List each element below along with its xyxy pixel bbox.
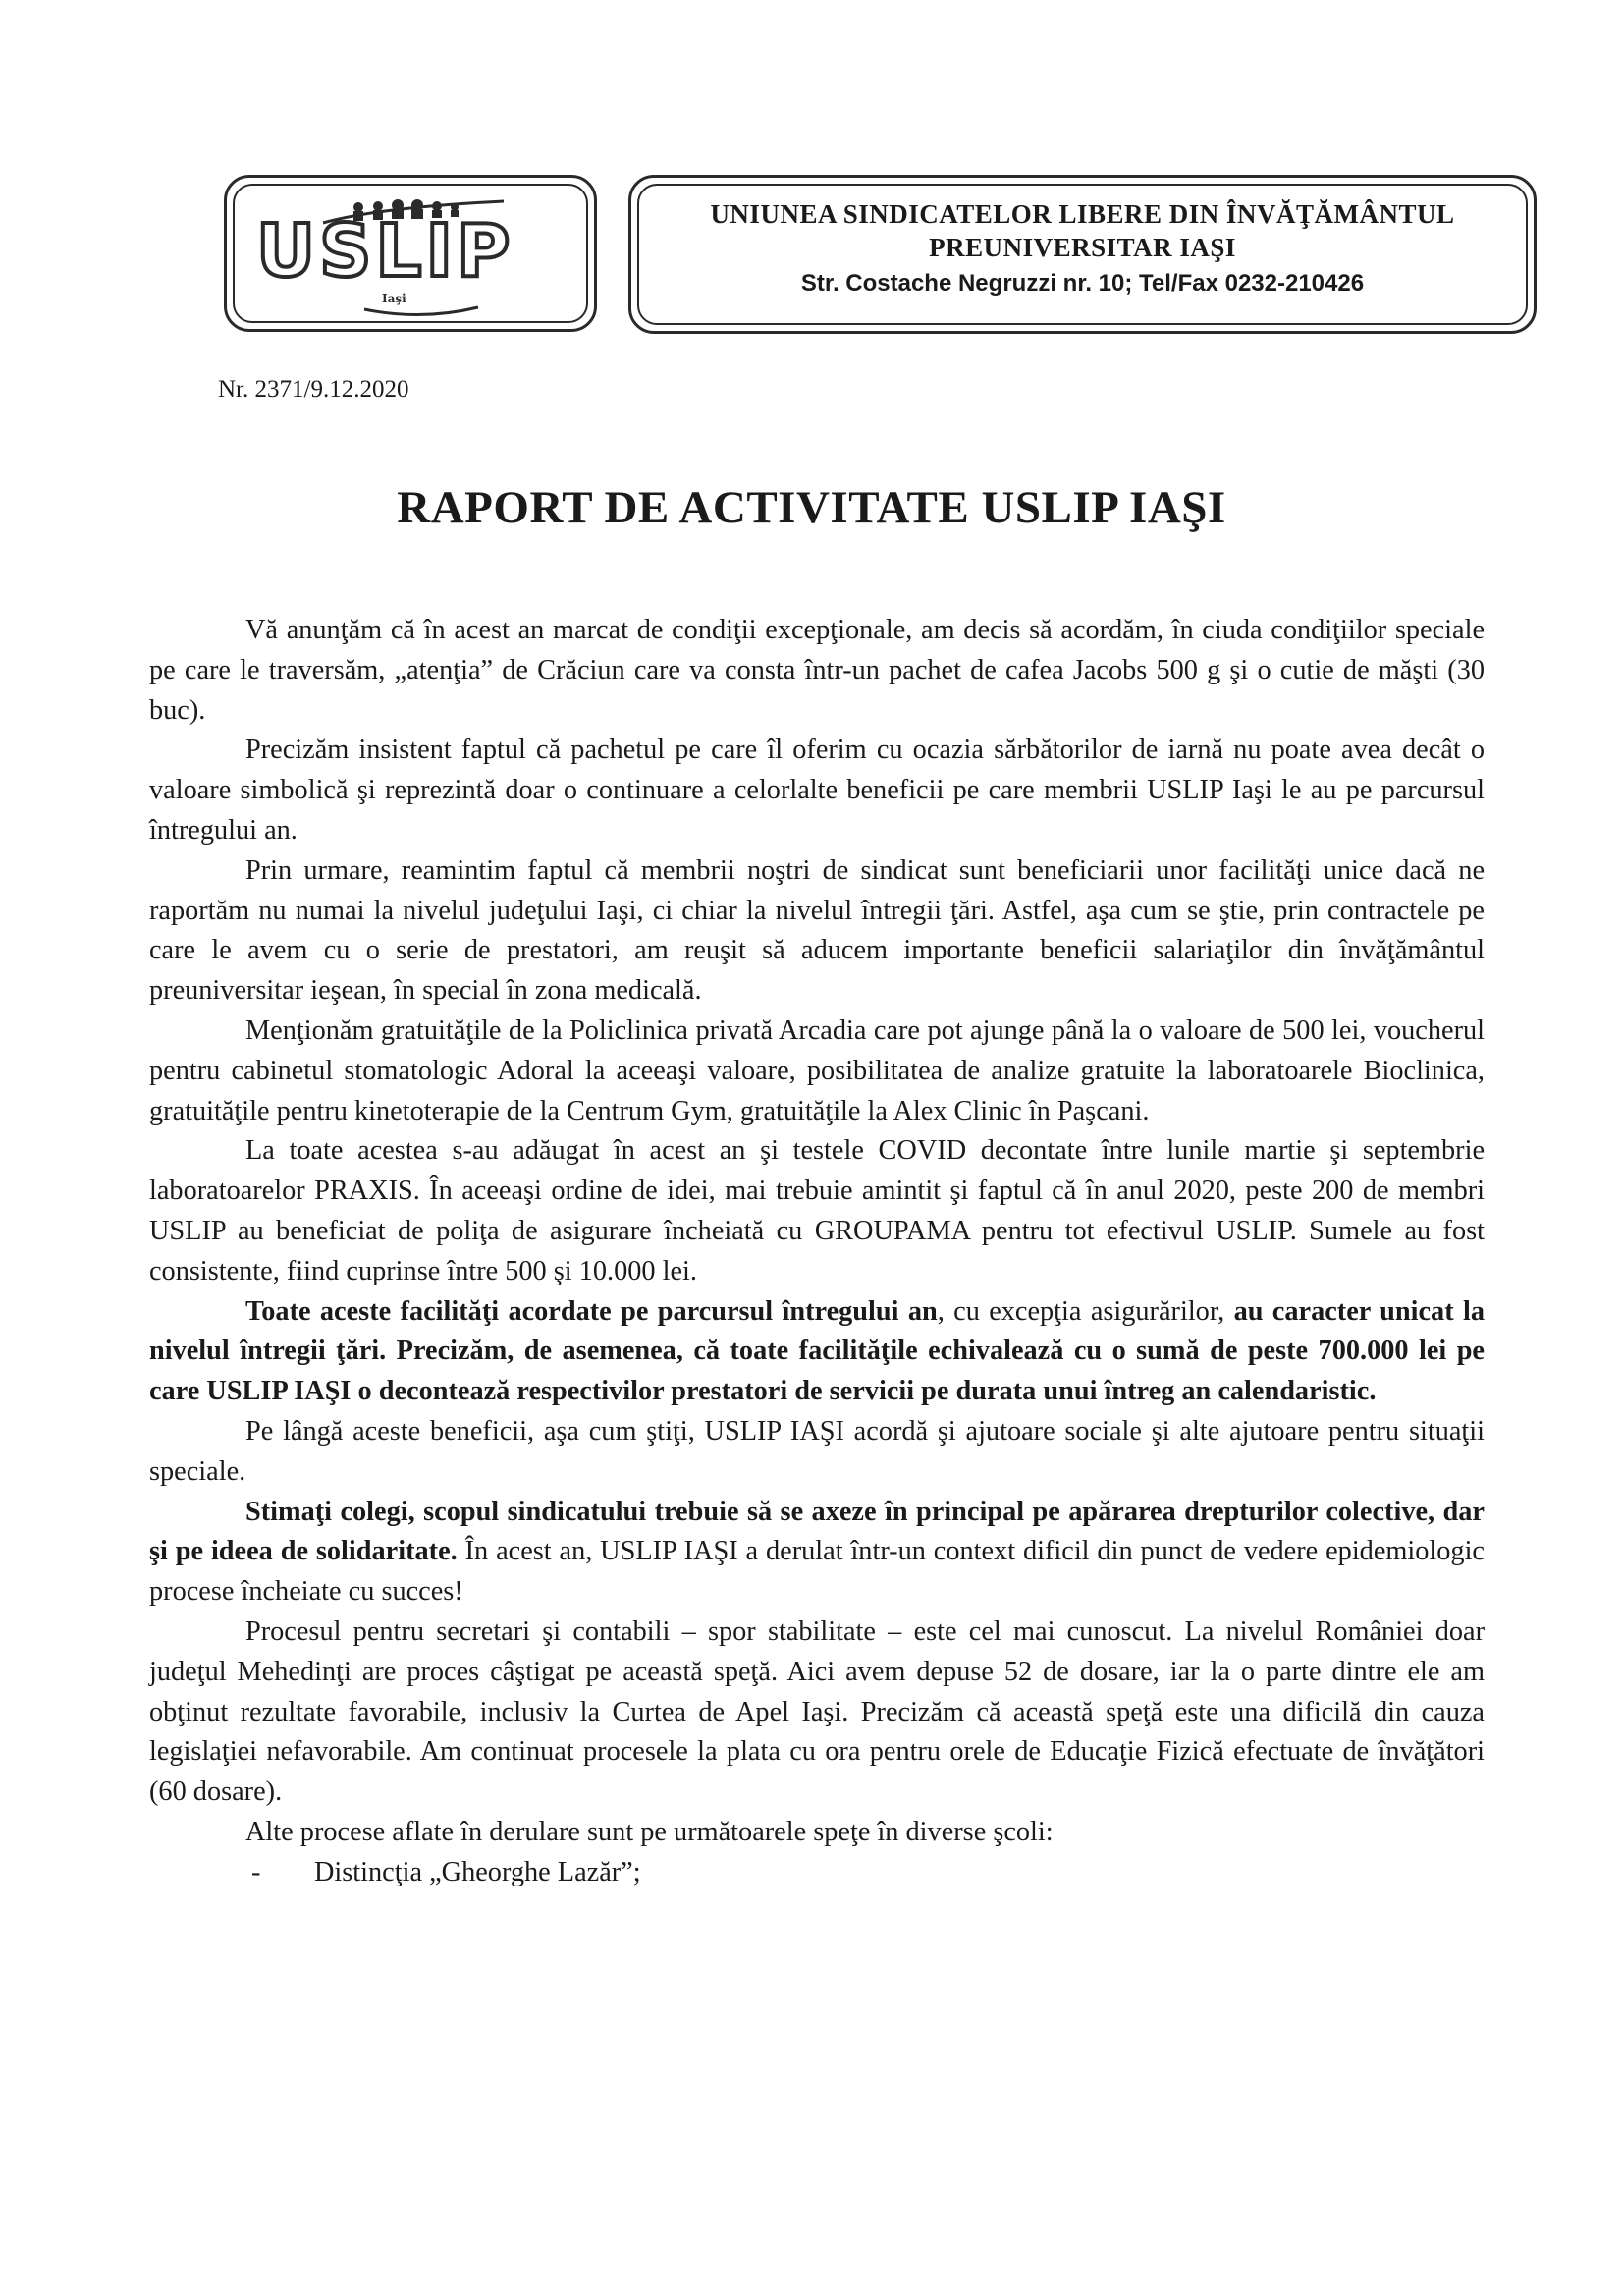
document-title: RAPORT DE ACTIVITATE USLIP IAŞI [397, 482, 1226, 533]
document-number: Nr. 2371/9.12.2020 [218, 376, 409, 403]
paragraph: Alte procese aflate în derulare sunt pe următoarele speţe în diverse şcoli: [245, 1816, 1054, 1847]
paragraph-text: , cu excepţia asigurărilor, [937, 1295, 1234, 1327]
org-name-line1: UNIUNEA SINDICATELOR LIBERE DIN ÎNVĂŢĂMÂNTUL [710, 199, 1455, 229]
logo-figures-icon [321, 197, 508, 227]
document-body [149, 611, 1485, 1893]
paragraph [149, 1493, 1485, 1613]
bold-text: Toate aceste facilităţi acordate pe parcursul întregului an [245, 1295, 938, 1327]
paragraph: Prin urmare, reamintim faptul că membrii noştri de sindicat sunt beneficiarii unor facilităţi unice dacă ne raportăm nu numai la nivelul judeţului Iaşi, ci chiar la nivelul întregii ţări. Astfel, aşa cum se ştie, prin contractele pe care le avem cu o serie de prestatori, am reuşit să aducem importante beneficii salariaţilor din învăţământul preuniversitar ieşean, în special în zona medicală. [149, 854, 1485, 1007]
paragraph: Pe lângă aceste beneficii, aşa cum ştiţi, USLIP IAŞI acordă şi ajutoare sociale şi alte ajutoare pentru situaţii speciale. [149, 1415, 1485, 1487]
bold-text: au caracter unicat la nivelul întregii ţări. Precizăm, de asemenea, că toate facilităţile echivalează cu o sumă de peste 700.000 lei pe care USLIP IAŞI o decontează respectivilor prestatori de servicii pe durata unui întreg an calendaristic. [149, 1295, 1485, 1407]
org-name-line2: PREUNIVERSITAR IAŞI [929, 233, 1236, 262]
list-dash: - [251, 1856, 261, 1887]
paragraph: La toate acestea s-au adăugat în acest an şi testele COVID decontate între lunile martie şi septembrie laboratoarelor PRAXIS. În aceeaşi ordine de idei, mai trebuie amintit şi faptul că în anul 2020, peste 200 de membri USLIP au beneficiat de poliţa de asigurare încheiată cu GROUPAMA pentru tot efectivul USLIP. Sumele au fost consistente, fiind cuprinse între 500 şi 10.000 lei. [149, 1135, 1485, 1286]
logo-city: Iaşi [382, 292, 406, 305]
paragraph: Vă anunţăm că în acest an marcat de condiţii excepţionale, am decis să acordăm, în ciuda condiţiilor speciale pe care le traversăm, „atenţia” de Crăciun care va consta într-un pachet de cafea Jacobs 500 g şi o cutie de măşti (30 buc). [149, 615, 1485, 726]
paragraph: Precizăm insistent faptul că pachetul pe care îl oferim cu ocazia sărbătorilor de iarnă nu poate avea decât o valoare simbolică şi reprezintă doar o continuare a celorlalte beneficii pe care membrii USLIP Iaşi le au pe parcursul întregului an. [149, 735, 1485, 846]
list-item [149, 1853, 1485, 1893]
uslip-logo [224, 175, 597, 332]
paragraph [149, 1292, 1485, 1412]
bold-text: Stimaţi colegi, scopul sindicatului trebuie să se axeze în principal pe apărarea drepturilor colective, dar şi pe ideea de solidaritate. [149, 1496, 1485, 1567]
paragraph-text: În acest an, USLIP IAŞI a derulat într-un context dificil din punct de vedere epidemiologic procese încheiate cu succes! [149, 1536, 1485, 1608]
logo-text: USLIP [256, 209, 514, 294]
paragraph: Procesul pentru secretari şi contabili – spor stabilitate – este cel mai cunoscut. La nivelul României doar judeţul Mehedinţi are proces câştigat pe această speţă. Aici avem depuse 52 de dosare, iar la o parte dintre ele am obţinut rezultate favorabile, inclusiv la Curtea de Apel Iaşi. Precizăm că această speţă este una dificilă din cauza legislaţiei nefavorabile. Am continuat procesele la plata cu ora pentru orele de Educaţie Fizică efectuate de învăţători (60 dosare). [149, 1615, 1485, 1808]
paragraph: Menţionăm gratuităţile de la Policlinica privată Arcadia care pot ajunge până la o valoare de 500 lei, voucherul pentru cabinetul stomatologic Adoral la aceeaşi valoare, posibilitatea de analize gratuite la laboratoarele Bioclinica, gratuităţile pentru kinetoterapie de la Centrum Gym, gratuităţile la Alex Clinic în Paşcani. [149, 1014, 1485, 1126]
org-address: Str. Costache Negruzzi nr. 10; Tel/Fax 0232-210426 [800, 270, 1365, 297]
list-item-text: Distincţia „Gheorghe Lazăr”; [314, 1856, 641, 1887]
logo-swoosh-icon [362, 303, 480, 323]
organization-header [628, 175, 1537, 334]
